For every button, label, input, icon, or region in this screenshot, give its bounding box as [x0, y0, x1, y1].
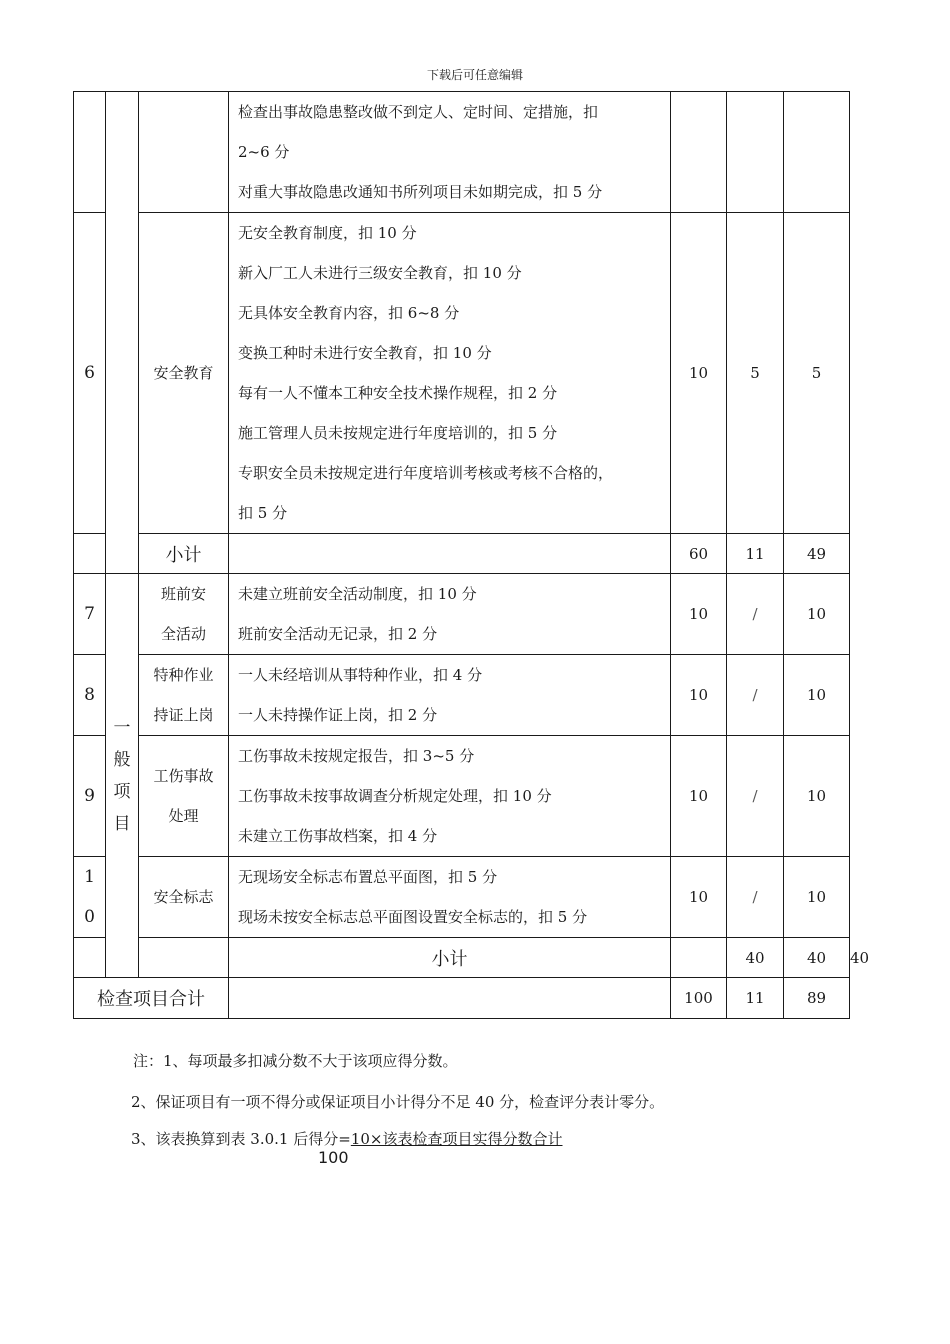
- table-row: [74, 574, 850, 655]
- item-name: [139, 655, 229, 736]
- table-row: [74, 857, 850, 938]
- item-number: 8: [74, 655, 106, 736]
- total-row: [74, 978, 850, 1019]
- item-name: 安全教育: [139, 213, 229, 534]
- deducted-score: 11: [727, 978, 784, 1019]
- content-line: 现场未按安全标志总平面图设置安全标志的，扣 5 分: [238, 908, 588, 926]
- category-char: 目: [113, 813, 131, 834]
- full-score: 10: [671, 736, 727, 857]
- page-header: 下载后可任意编辑: [426, 68, 523, 82]
- content-line: 2~6 分: [238, 143, 290, 161]
- content-line: 无具体安全教育内容，扣 6~8 分: [238, 304, 460, 322]
- content-cell: [229, 574, 671, 655]
- full-score: 10: [671, 857, 727, 938]
- category-cell: [106, 92, 139, 574]
- item-name-line: 特种作业: [153, 666, 214, 684]
- item-number: 7: [74, 574, 106, 655]
- num-cell: [74, 534, 106, 574]
- subtotal-label: 小计: [229, 938, 671, 978]
- category-char: 一: [113, 717, 131, 738]
- item-name-line: 处理: [168, 807, 199, 825]
- deducted-score: 5: [727, 213, 784, 534]
- name-cell: [139, 92, 229, 213]
- num-cell: [74, 92, 106, 213]
- actual-score: 10: [784, 857, 850, 938]
- item-name: 安全标志: [139, 857, 229, 938]
- table-row: [74, 736, 850, 857]
- deducted-score: 40: [784, 938, 850, 978]
- actual-score: 10: [784, 655, 850, 736]
- content-line: 扣 5 分: [238, 504, 288, 522]
- category-cell: [139, 938, 229, 978]
- item-number: 9: [74, 736, 106, 857]
- item-number-digit: 0: [84, 907, 95, 927]
- num-cell: [74, 938, 106, 978]
- deducted-score: /: [727, 655, 784, 736]
- content-line: 工伤事故未按规定报告，扣 3~5 分: [238, 747, 475, 765]
- content-cell: [229, 534, 671, 574]
- table-row-continued: [74, 92, 850, 213]
- total-label: 检查项目合计: [74, 978, 229, 1019]
- full-score: 100: [671, 978, 727, 1019]
- full-score: 10: [671, 655, 727, 736]
- content-line: 无现场安全标志布置总平面图，扣 5 分: [238, 868, 498, 886]
- item-name: [139, 736, 229, 857]
- deducted-score: 11: [727, 534, 784, 574]
- content-line: 专职安全员未按规定进行年度培训考核或考核不合格的，: [238, 464, 614, 482]
- actual-score: 10: [784, 736, 850, 857]
- content-cell: [229, 978, 671, 1019]
- content-line: 一人未持操作证上岗，扣 2 分: [238, 706, 438, 724]
- content-line: 一人未经培训从事特种作业，扣 4 分: [238, 666, 483, 684]
- content-line: 无安全教育制度，扣 10 分: [238, 224, 417, 242]
- formula-numerator: 10×该表检查项目实得分数合计: [350, 1130, 563, 1148]
- note-line-3-prefix: 3、该表换算到表 3.0.1 后得分=: [131, 1130, 351, 1148]
- item-name-line: 全活动: [160, 625, 206, 643]
- content-line: 检查出事故隐患整改做不到定人、定时间、定措施，扣: [238, 103, 599, 121]
- content-line: 变换工种时未进行安全教育，扣 10 分: [238, 344, 492, 362]
- table-row: [74, 655, 850, 736]
- formula-denominator: 100: [318, 1148, 349, 1167]
- item-number-digit: 1: [84, 867, 95, 887]
- content-line: 未建立班前安全活动制度，扣 10 分: [238, 585, 477, 603]
- full-score: 10: [671, 574, 727, 655]
- item-name: [139, 574, 229, 655]
- deducted-score: /: [727, 857, 784, 938]
- note-line-1: 注：1、每项最多扣减分数不大于该项应得分数。: [133, 1052, 458, 1070]
- item-name-line: 工伤事故: [153, 767, 214, 785]
- item-number: [74, 857, 106, 938]
- actual-score: 5: [784, 213, 850, 534]
- table-row: [74, 213, 850, 534]
- item-name-line: 持证上岗: [153, 706, 214, 724]
- content-line: 施工管理人员未按规定进行年度培训的，扣 5 分: [238, 424, 558, 442]
- score-table: [73, 91, 870, 1019]
- content-cell: [229, 736, 671, 857]
- content-cell: [229, 655, 671, 736]
- content-cell: [229, 213, 671, 534]
- deducted-score: /: [727, 736, 784, 857]
- content-line: 新入厂工人未进行三级安全教育，扣 10 分: [238, 264, 522, 282]
- value-cell: [671, 92, 727, 213]
- item-name-line: 班前安: [160, 585, 206, 603]
- content-cell: [671, 938, 727, 978]
- actual-score: 10: [784, 574, 850, 655]
- content-line: 未建立工伤事故档案，扣 4 分: [238, 827, 438, 845]
- full-score: 40: [727, 938, 784, 978]
- subtotal-row: 小计 40 40 40: [74, 938, 850, 978]
- actual-score: 89: [784, 978, 850, 1019]
- value-cell: [784, 92, 850, 213]
- content-cell: [229, 857, 671, 938]
- full-score: 10: [671, 213, 727, 534]
- content-line: 班前安全活动无记录，扣 2 分: [238, 625, 438, 643]
- full-score: 60: [671, 534, 727, 574]
- content-line: 每有一人不懂本工种安全技术操作规程，扣 2 分: [238, 384, 558, 402]
- category-char: 项: [113, 781, 131, 802]
- deducted-score: /: [727, 574, 784, 655]
- content-line: 对重大事故隐患改通知书所列项目未如期完成，扣 5 分: [238, 183, 603, 201]
- subtotal-row: [74, 534, 850, 574]
- subtotal-label: 小计: [139, 534, 229, 574]
- note-line-3: [131, 1128, 563, 1149]
- category-label: [106, 574, 139, 978]
- value-cell: [727, 92, 784, 213]
- actual-score: 49: [784, 534, 850, 574]
- item-number: 6: [74, 213, 106, 534]
- note-line-2: 2、保证项目有一项不得分或保证项目小计得分不足 40 分，检查评分表计零分。: [131, 1093, 665, 1111]
- content-line: 工伤事故未按事故调查分析规定处理，扣 10 分: [238, 787, 552, 805]
- category-char: 般: [113, 749, 131, 770]
- content-cell: [229, 92, 671, 213]
